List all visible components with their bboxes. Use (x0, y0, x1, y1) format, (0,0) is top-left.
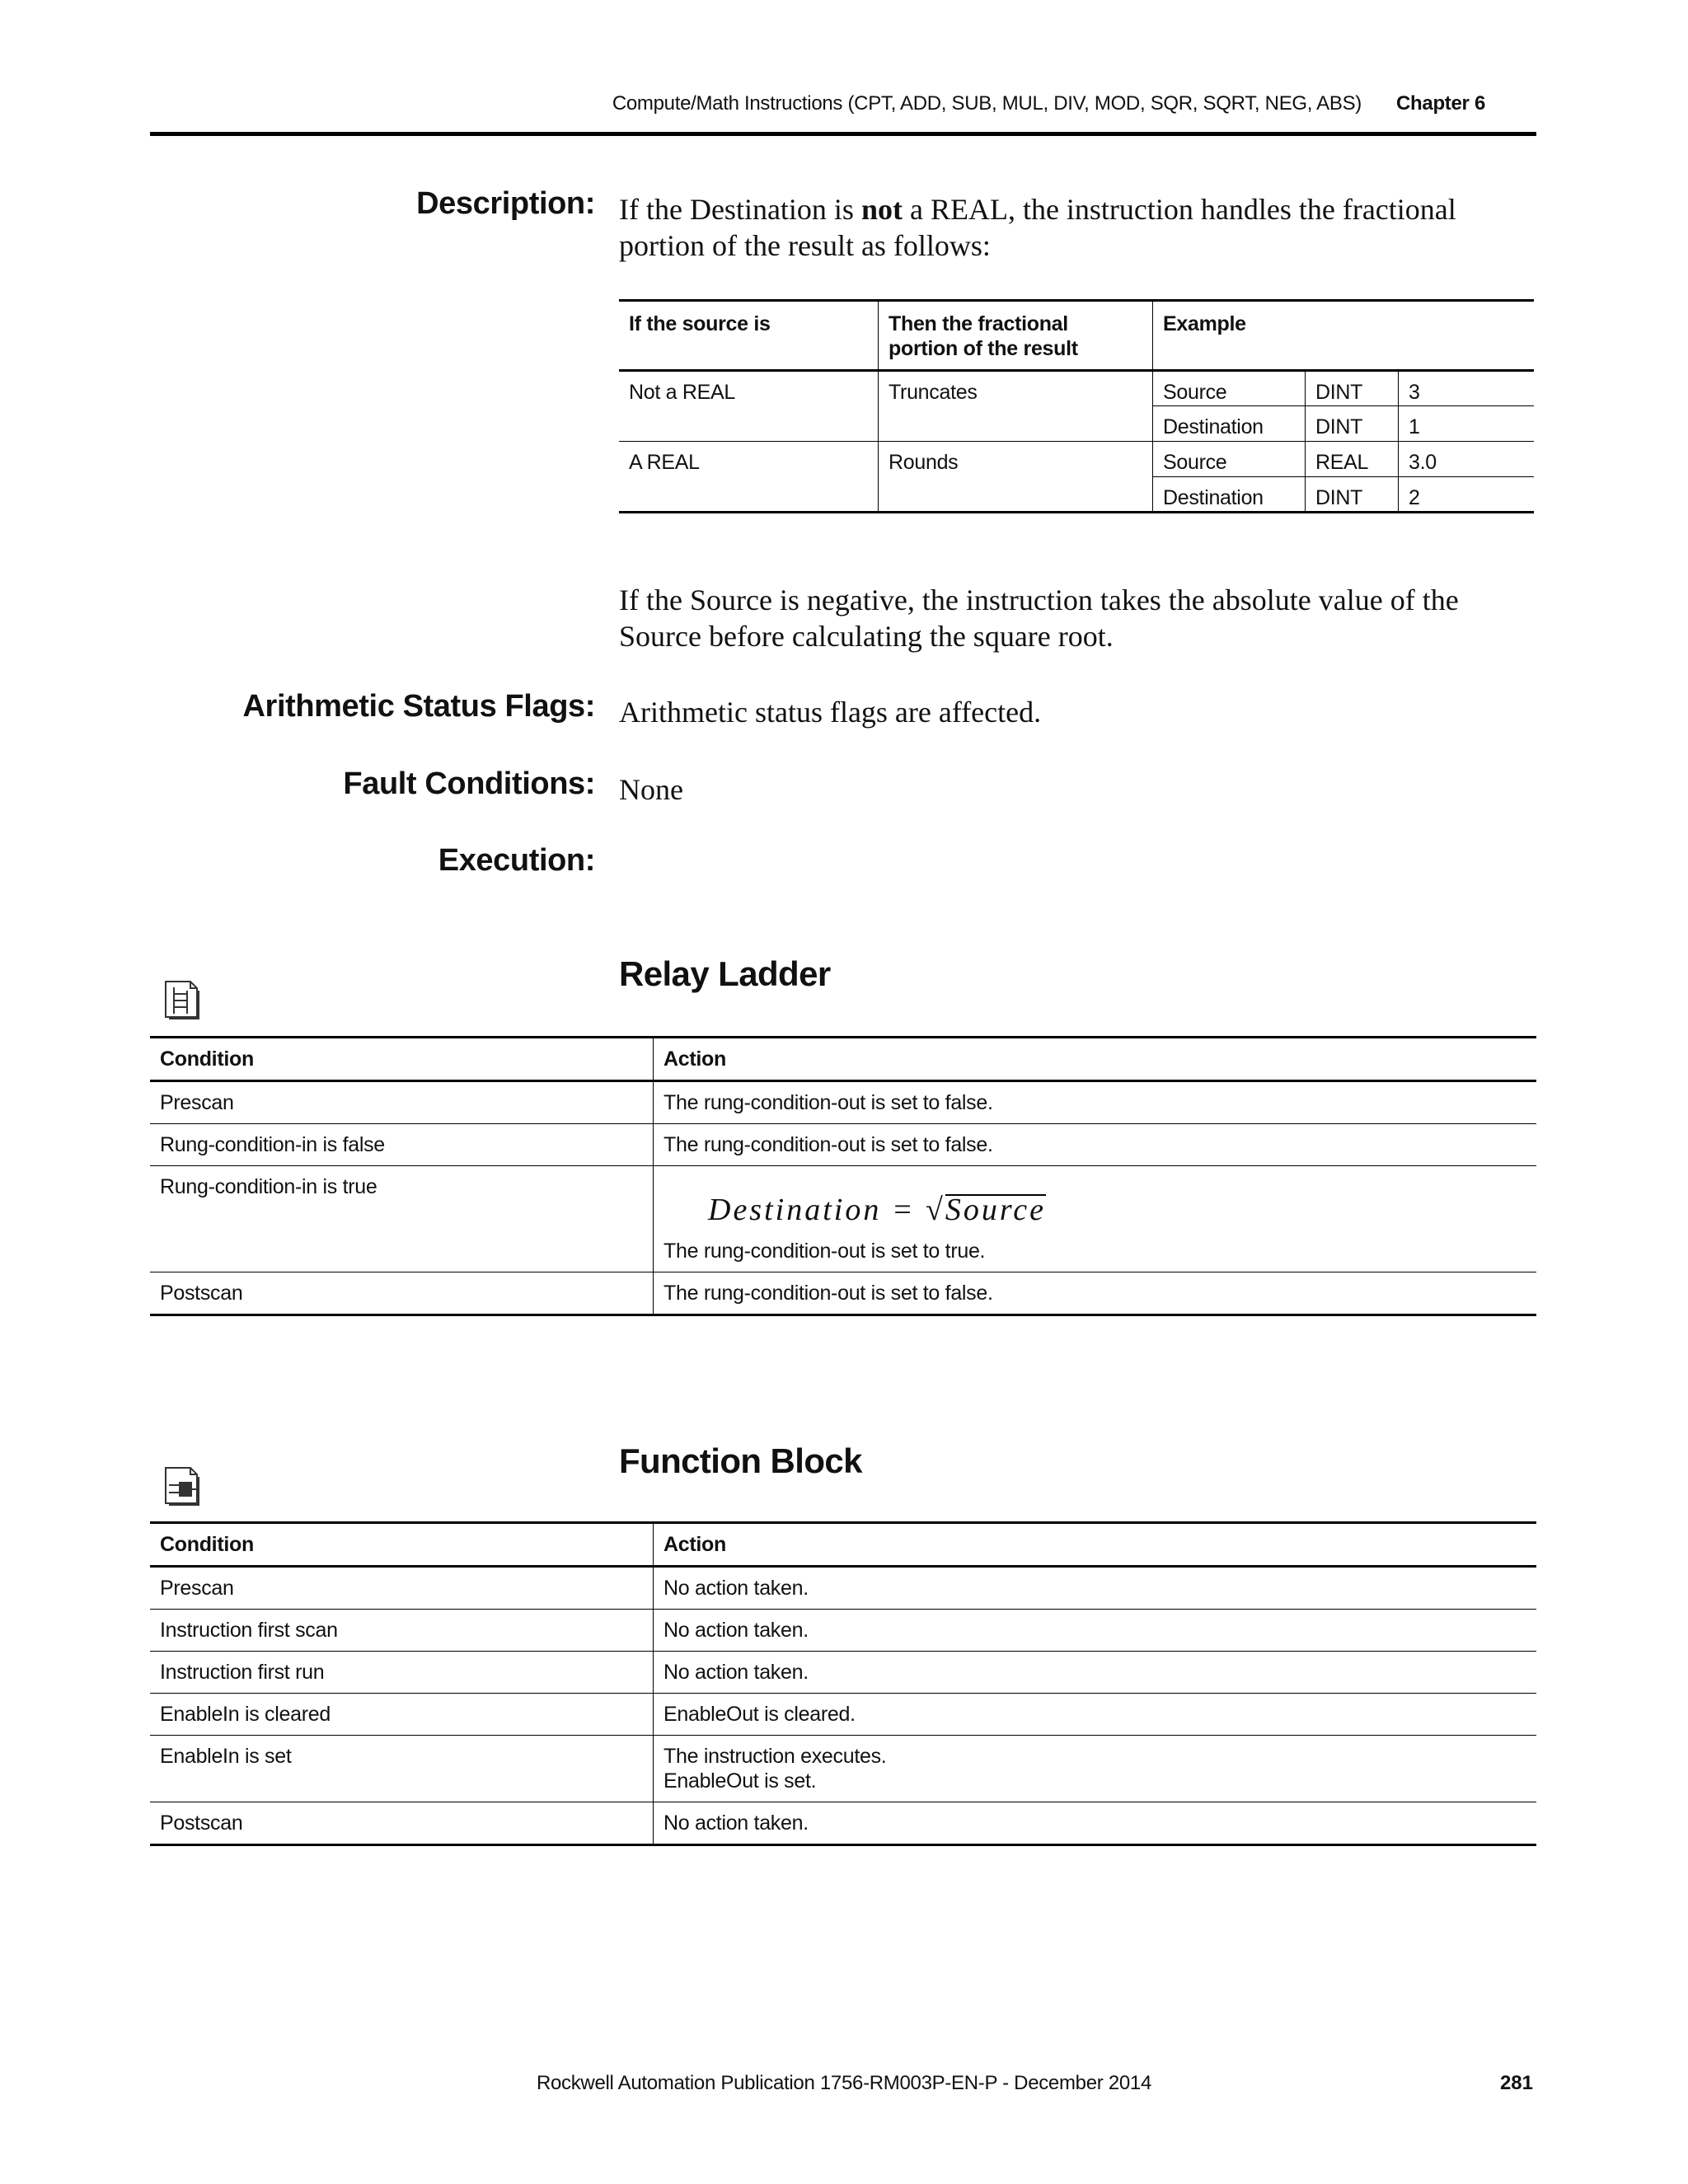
table-row (619, 371, 1534, 406)
formula-equals: = (891, 1193, 916, 1227)
table-header-row (150, 1038, 1536, 1081)
action-cell: No action taken. (654, 1610, 1537, 1652)
table-row (150, 1166, 1536, 1272)
relay-ladder-title: Relay Ladder (619, 954, 831, 993)
table-cell: Rounds (879, 442, 1153, 513)
formula-destination: Destination (708, 1193, 882, 1227)
table-row (619, 442, 1534, 477)
condition-cell: Postscan (160, 1282, 243, 1305)
action-cell: No action taken. (654, 1567, 1537, 1610)
table-cell: Destination (1153, 406, 1306, 442)
condition-cell: Prescan (150, 1567, 654, 1610)
table-cell: Source (1153, 371, 1306, 406)
action-cell: No action taken. (654, 1802, 1537, 1845)
action-cell: The rung-condition-out is set to false. (654, 1124, 1537, 1166)
table-row (150, 1124, 1536, 1166)
table-cell: 2 (1399, 477, 1535, 513)
table-cell: 3 (1399, 371, 1535, 406)
fractional-portion-table (619, 299, 1534, 513)
action-header: Action (654, 1038, 1537, 1081)
action-cell: EnableOut is cleared. (654, 1694, 1537, 1736)
table-cell: 3.0 (1399, 442, 1535, 477)
table-cell: Not a REAL (619, 371, 879, 442)
execution-heading: Execution: (438, 843, 595, 878)
action-cell: The rung-condition-out is set to false. (654, 1081, 1537, 1124)
condition-cell: Rung-condition-in is false (150, 1124, 654, 1166)
formula-source: Source (945, 1193, 1046, 1227)
table-row (150, 1736, 1536, 1802)
action-text: The instruction executes. (663, 1745, 887, 1768)
table-row (150, 1694, 1536, 1736)
action-text: EnableOut is set. (663, 1769, 817, 1793)
square-root-icon: √ (925, 1193, 945, 1227)
fault-conditions-text: None (619, 773, 683, 806)
table-cell: 1 (1399, 406, 1535, 442)
arithmetic-flags-text: Arithmetic status flags are affected. (619, 696, 1042, 729)
table-row (150, 1610, 1536, 1652)
table-cell: Source (1153, 442, 1306, 477)
table-cell: DINT (1306, 477, 1399, 513)
function-block-title: Function Block (619, 1441, 862, 1480)
condition-cell: EnableIn is set (150, 1736, 654, 1802)
header-chapter: Chapter 6 (1396, 92, 1485, 115)
condition-cell: Prescan (150, 1081, 654, 1124)
header-rule (150, 132, 1536, 136)
header-cell: If the source is (619, 301, 879, 371)
page-number: 281 (1499, 2072, 1533, 2094)
action-cell (654, 1166, 1537, 1272)
table-row (150, 1081, 1536, 1124)
header-title: Compute/Math Instructions (CPT, ADD, SUB, MUL, DIV, MOD, SQR, SQRT, NEG, ABS) (612, 92, 1362, 115)
action-text: The rung-condition-out is set to true. (663, 1240, 986, 1263)
condition-cell: Instruction first scan (150, 1610, 654, 1652)
sqrt-formula (663, 1174, 1526, 1239)
function-block-table (150, 1521, 1536, 1846)
condition-cell: EnableIn is cleared (150, 1694, 654, 1736)
action-cell: The rung-condition-out is set to false. (654, 1272, 1537, 1315)
running-header (612, 92, 1485, 115)
condition-cell: Postscan (160, 1811, 243, 1835)
table-cell: Truncates (879, 371, 1153, 442)
footer-publication: Rockwell Automation Publication 1756-RM003P-EN-P - December 2014 (536, 2072, 1152, 2094)
description-text: If the Destination is not a REAL, the instruction handles the fractional portion of the result as follows: (619, 193, 1456, 262)
ladder-document-icon (162, 979, 204, 1020)
relay-ladder-table (150, 1036, 1536, 1316)
header-cell: Then the fractional portion of the result (879, 301, 1153, 371)
header-cell: Example (1153, 301, 1535, 371)
condition-header: Condition (150, 1523, 654, 1567)
table-header-row (619, 301, 1534, 371)
action-cell (654, 1736, 1537, 1802)
table-row (150, 1802, 1536, 1845)
action-cell: No action taken. (654, 1652, 1537, 1694)
table-cell: REAL (1306, 442, 1399, 477)
table-row (150, 1567, 1536, 1610)
table-row (150, 1652, 1536, 1694)
condition-cell: Rung-condition-in is true (150, 1166, 654, 1272)
table-header-row (150, 1523, 1536, 1567)
table-row (150, 1272, 1536, 1315)
arithmetic-flags-heading: Arithmetic Status Flags: (242, 689, 595, 724)
action-header: Action (654, 1523, 1537, 1567)
description-heading: Description: (416, 186, 595, 221)
table-cell: A REAL (629, 451, 700, 474)
condition-header: Condition (150, 1038, 654, 1081)
condition-cell: Instruction first run (150, 1652, 654, 1694)
table-cell: DINT (1306, 371, 1399, 406)
table-cell: DINT (1306, 406, 1399, 442)
fault-conditions-heading: Fault Conditions: (343, 766, 595, 801)
table-cell: Destination (1153, 477, 1306, 513)
negative-source-note: If the Source is negative, the instruction takes the absolute value of the Source before calculating the square root. (619, 583, 1459, 653)
function-block-icon (162, 1465, 204, 1507)
